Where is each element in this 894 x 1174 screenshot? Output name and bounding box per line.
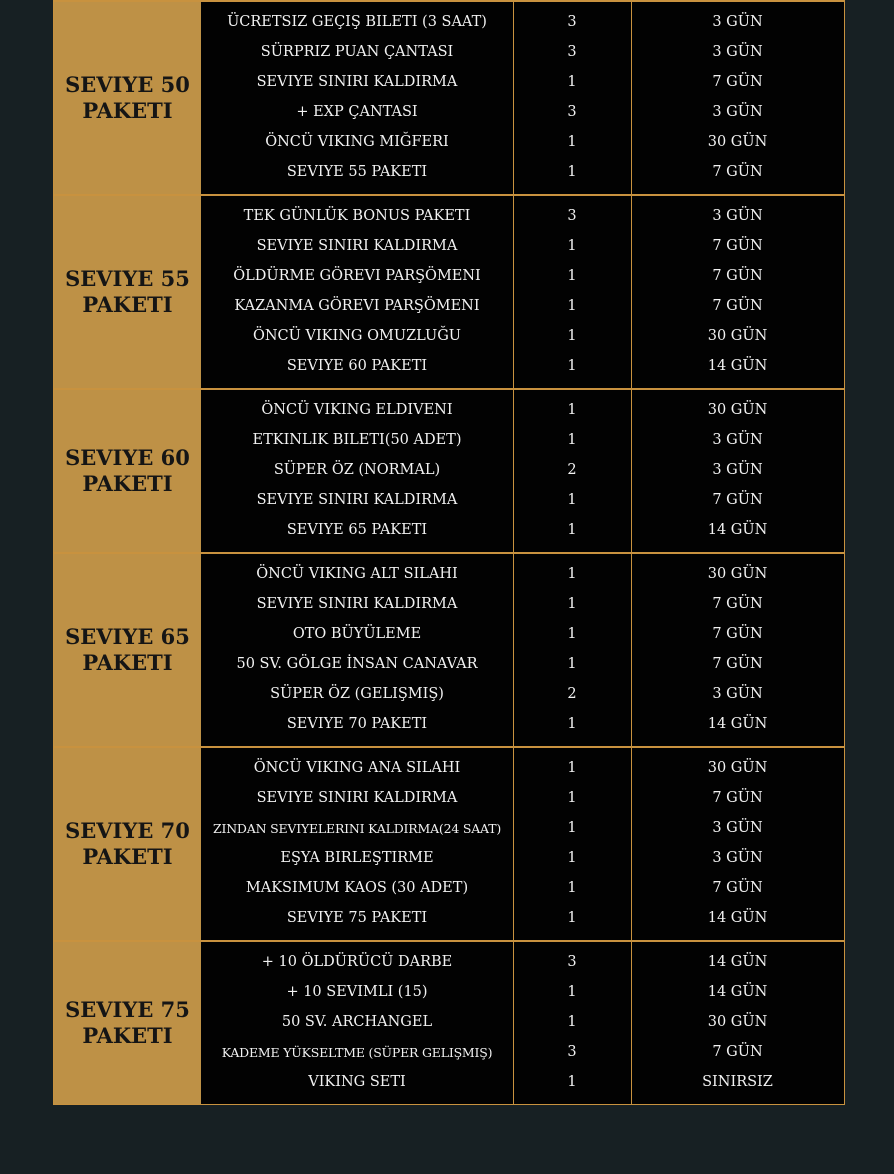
item-quantity: 1	[567, 1014, 577, 1030]
item-duration: 7 GÜN	[712, 298, 763, 314]
item-duration: 3 GÜN	[712, 686, 763, 702]
item-quantity: 1	[567, 596, 577, 612]
item-quantity: 1	[567, 432, 577, 448]
package-title-line1: SEVIYE 50	[65, 72, 190, 97]
item-duration: 14 GÜN	[707, 716, 768, 732]
item-duration: 7 GÜN	[712, 596, 763, 612]
package-group	[54, 746, 844, 940]
item-duration: 3 GÜN	[712, 850, 763, 866]
package-items	[201, 390, 844, 552]
table-row	[201, 753, 844, 783]
item-name: SEVIYE 55 PAKETI	[286, 164, 428, 180]
item-name: + 10 SEVIMLI (15)	[286, 984, 428, 1000]
item-quantity: 1	[567, 850, 577, 866]
item-quantity: 1	[567, 656, 577, 672]
package-items	[201, 2, 844, 194]
package-title-line1: SEVIYE 60	[65, 445, 190, 470]
item-duration: 30 GÜN	[707, 134, 768, 150]
item-name: MAKSIMUM KAOS (30 ADET)	[245, 880, 469, 896]
table-row	[201, 395, 844, 425]
package-title-line2: PAKETI	[82, 844, 173, 869]
item-quantity: 1	[567, 328, 577, 344]
item-name: ETKINLIK BILETI(50 ADET)	[252, 432, 462, 448]
item-quantity: 3	[567, 208, 577, 224]
package-title-line1: SEVIYE 65	[65, 624, 190, 649]
item-quantity: 2	[567, 462, 577, 478]
item-name: ÖNCÜ VIKING ANA SILAHI	[253, 760, 461, 776]
item-duration: 14 GÜN	[707, 910, 768, 926]
item-name: SEVIYE 75 PAKETI	[286, 910, 428, 926]
table-row	[201, 201, 844, 231]
table-row	[201, 589, 844, 619]
item-duration: 7 GÜN	[712, 1044, 763, 1060]
item-duration: 7 GÜN	[712, 492, 763, 508]
item-duration: 7 GÜN	[712, 880, 763, 896]
item-quantity: 1	[567, 820, 577, 836]
table-row	[201, 455, 844, 485]
item-name: 50 SV. GÖLGE İNSAN CANAVAR	[236, 656, 478, 672]
table-row	[201, 1067, 844, 1097]
item-name: 50 SV. ARCHANGEL	[281, 1014, 433, 1030]
item-name: SEVIYE SINIRI KALDIRMA	[256, 790, 458, 806]
column-divider	[631, 0, 632, 1104]
item-quantity: 1	[567, 522, 577, 538]
package-group	[54, 0, 844, 194]
package-group	[54, 552, 844, 746]
item-name: TEK GÜNLÜK BONUS PAKETI	[243, 208, 471, 224]
item-quantity: 3	[567, 104, 577, 120]
item-name: ZINDAN SEVIYELERINI KALDIRMA(24 SAAT)	[212, 820, 502, 836]
item-quantity: 1	[567, 760, 577, 776]
item-duration: 7 GÜN	[712, 268, 763, 284]
table-row	[201, 485, 844, 515]
table-row	[201, 157, 844, 187]
item-name: + EXP ÇANTASI	[296, 104, 418, 120]
package-title	[54, 390, 201, 552]
item-quantity: 3	[567, 954, 577, 970]
item-duration: 7 GÜN	[712, 790, 763, 806]
table-row	[201, 903, 844, 933]
table-row	[201, 7, 844, 37]
item-duration: 3 GÜN	[712, 44, 763, 60]
package-group	[54, 388, 844, 552]
item-duration: 30 GÜN	[707, 402, 768, 418]
table-row	[201, 559, 844, 589]
item-quantity: 1	[567, 74, 577, 90]
item-name: OTO BÜYÜLEME	[292, 626, 422, 642]
table-row	[201, 1037, 844, 1067]
item-quantity: 3	[567, 14, 577, 30]
package-title	[54, 554, 201, 746]
item-quantity: 1	[567, 298, 577, 314]
item-duration: 30 GÜN	[707, 760, 768, 776]
item-duration: 30 GÜN	[707, 328, 768, 344]
item-quantity: 1	[567, 910, 577, 926]
item-duration: 14 GÜN	[707, 954, 768, 970]
item-name: SÜPER ÖZ (GELIŞMIŞ)	[270, 686, 444, 702]
item-quantity: 1	[567, 238, 577, 254]
item-duration: 7 GÜN	[712, 656, 763, 672]
item-duration: 30 GÜN	[707, 566, 768, 582]
item-duration: 7 GÜN	[712, 626, 763, 642]
item-quantity: 3	[567, 44, 577, 60]
package-title	[54, 748, 201, 940]
package-title-line2: PAKETI	[82, 292, 173, 317]
item-name: ÖLDÜRME GÖREVI PARŞÖMENI	[233, 268, 481, 284]
item-quantity: 1	[567, 492, 577, 508]
item-quantity: 1	[567, 626, 577, 642]
table-row	[201, 619, 844, 649]
item-name: SEVIYE SINIRI KALDIRMA	[256, 492, 458, 508]
item-quantity: 1	[567, 402, 577, 418]
item-name: KAZANMA GÖREVI PARŞÖMENI	[234, 298, 480, 314]
package-items	[201, 554, 844, 746]
item-name: SÜRPRIZ PUAN ÇANTASI	[260, 44, 454, 60]
item-duration: 3 GÜN	[712, 820, 763, 836]
table-row	[201, 97, 844, 127]
package-title-line1: SEVIYE 75	[65, 997, 190, 1022]
item-quantity: 1	[567, 566, 577, 582]
item-quantity: 2	[567, 686, 577, 702]
item-name: SEVIYE SINIRI KALDIRMA	[256, 596, 458, 612]
table-row	[201, 127, 844, 157]
item-duration: 14 GÜN	[707, 522, 768, 538]
table-row	[201, 291, 844, 321]
table-row	[201, 351, 844, 381]
item-duration: 7 GÜN	[712, 238, 763, 254]
item-name: ÖNCÜ VIKING OMUZLUĞU	[252, 328, 462, 344]
package-title-line2: PAKETI	[82, 1023, 173, 1048]
package-title-line2: PAKETI	[82, 650, 173, 675]
item-duration: 3 GÜN	[712, 14, 763, 30]
table-row	[201, 321, 844, 351]
table-row	[201, 873, 844, 903]
item-duration: 3 GÜN	[712, 462, 763, 478]
table-row	[201, 977, 844, 1007]
package-title	[54, 2, 201, 194]
item-name: SEVIYE 70 PAKETI	[286, 716, 428, 732]
package-title	[54, 942, 201, 1104]
package-items	[201, 196, 844, 388]
item-quantity: 1	[567, 358, 577, 374]
package-title-line1: SEVIYE 55	[65, 266, 190, 291]
item-name: ÖNCÜ VIKING ELDIVENI	[261, 402, 453, 418]
item-name: EŞYA BIRLEŞTIRME	[280, 850, 434, 866]
table-row	[201, 679, 844, 709]
item-name: SÜPER ÖZ (NORMAL)	[273, 462, 441, 478]
item-duration: SINIRSIZ	[702, 1074, 773, 1090]
package-title-line1: SEVIYE 70	[65, 818, 190, 843]
item-duration: 3 GÜN	[712, 104, 763, 120]
item-name: + 10 ÖLDÜRÜCÜ DARBE	[261, 954, 453, 970]
table-row	[201, 783, 844, 813]
item-name: ÖNCÜ VIKING MIĞFERI	[265, 134, 449, 150]
package-title-line2: PAKETI	[82, 98, 173, 123]
package-group	[54, 194, 844, 388]
item-duration: 3 GÜN	[712, 432, 763, 448]
package-title	[54, 196, 201, 388]
item-quantity: 3	[567, 1044, 577, 1060]
item-quantity: 1	[567, 790, 577, 806]
table-row	[201, 231, 844, 261]
item-name: ÖNCÜ VIKING ALT SILAHI	[256, 566, 458, 582]
item-duration: 14 GÜN	[707, 358, 768, 374]
column-divider	[513, 0, 514, 1104]
item-name: ÜCRETSIZ GEÇIŞ BILETI (3 SAAT)	[227, 14, 487, 30]
table-row	[201, 1007, 844, 1037]
table-row	[201, 515, 844, 545]
package-title-line2: PAKETI	[82, 471, 173, 496]
item-quantity: 1	[567, 164, 577, 180]
package-table	[53, 0, 845, 1105]
table-row	[201, 947, 844, 977]
package-items	[201, 748, 844, 940]
table-row	[201, 813, 844, 843]
item-name: KADEME YÜKSELTME (SÜPER GELIŞMIŞ)	[221, 1044, 493, 1060]
item-name: SEVIYE SINIRI KALDIRMA	[256, 74, 458, 90]
item-name: SEVIYE 65 PAKETI	[286, 522, 428, 538]
item-quantity: 1	[567, 268, 577, 284]
item-name: SEVIYE 60 PAKETI	[286, 358, 428, 374]
package-items	[201, 942, 844, 1104]
table-row	[201, 843, 844, 873]
item-quantity: 1	[567, 134, 577, 150]
table-row	[201, 425, 844, 455]
item-duration: 14 GÜN	[707, 984, 768, 1000]
table-row	[201, 649, 844, 679]
item-quantity: 1	[567, 716, 577, 732]
item-name: SEVIYE SINIRI KALDIRMA	[256, 238, 458, 254]
item-name: VIKING SETI	[308, 1074, 406, 1090]
item-quantity: 1	[567, 984, 577, 1000]
table-row	[201, 67, 844, 97]
item-duration: 30 GÜN	[707, 1014, 768, 1030]
item-duration: 7 GÜN	[712, 74, 763, 90]
package-group	[54, 940, 844, 1104]
item-quantity: 1	[567, 880, 577, 896]
item-duration: 3 GÜN	[712, 208, 763, 224]
item-duration: 7 GÜN	[712, 164, 763, 180]
item-quantity: 1	[567, 1074, 577, 1090]
table-row	[201, 709, 844, 739]
table-row	[201, 37, 844, 67]
table-row	[201, 261, 844, 291]
